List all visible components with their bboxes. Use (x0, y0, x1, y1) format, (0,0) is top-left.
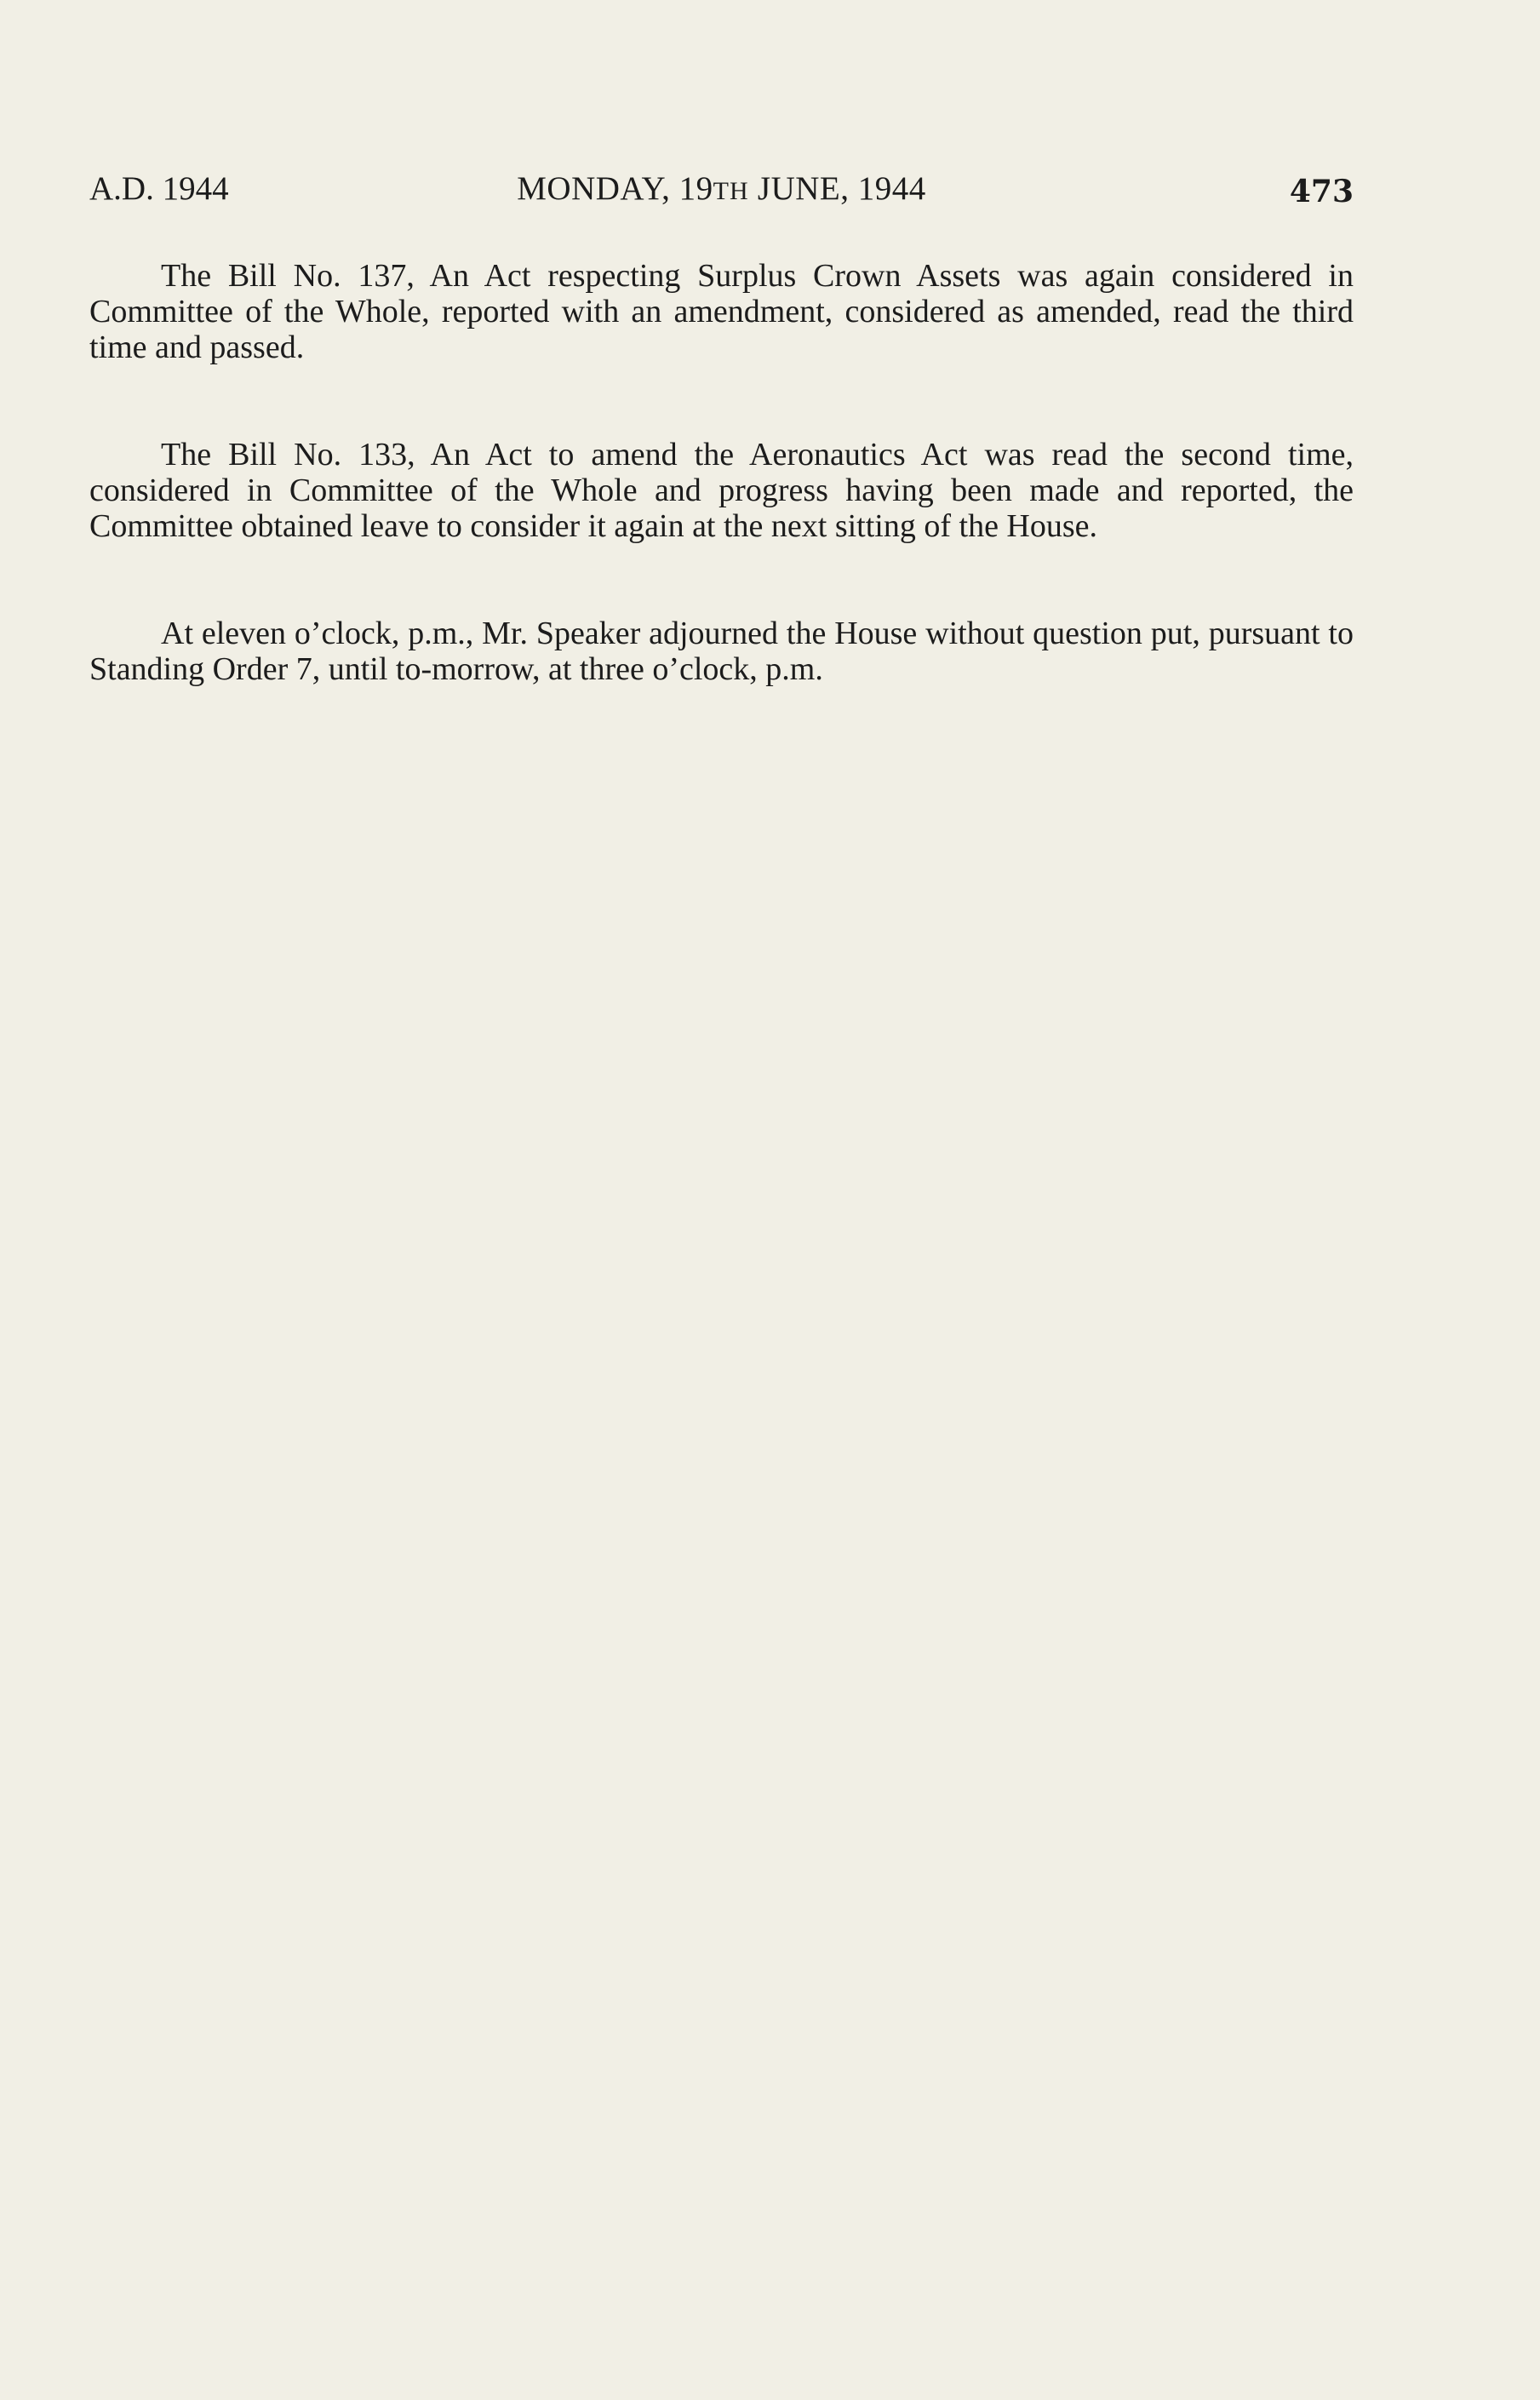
running-header (89, 163, 1354, 215)
page-number: 473 (1289, 174, 1354, 209)
date-heading (89, 163, 1354, 217)
journal-body (89, 258, 1354, 759)
paragraph-bill-133: The Bill No. 133, An Act to amend the Aeronautics Act was read the second time, considered in Committee of the Whole and progress having been made and reported, the Committee obtained leave to consider it again at the next sitting of the House. (89, 437, 1354, 544)
paragraph-bill-137: The Bill No. 137, An Act respecting Surplus Crown Assets was again considered in Committee of the Whole, reported with an amendment, considered as amended, read the third time and passed. (89, 258, 1354, 365)
paragraph-adjournment: At eleven o’clock, p.m., Mr. Speaker adjourned the House without question put, pursuant to Standing Order 7, until to-morrow, at three o’clock, p.m. (89, 616, 1354, 687)
year-label: A.D. 1944 (89, 170, 229, 207)
date-heading-end: JUNE, 1944 (748, 170, 926, 207)
date-heading-start: MONDAY, 19 (517, 170, 713, 207)
date-ordinal-suffix: TH (713, 177, 749, 205)
